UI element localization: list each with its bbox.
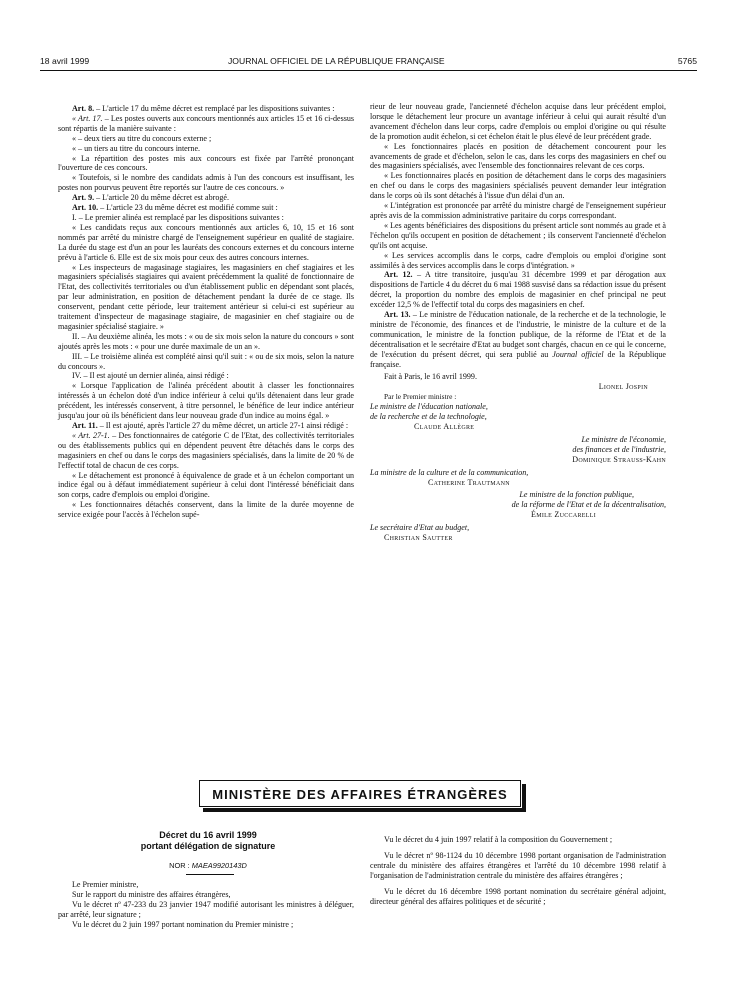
minister-title: Le ministre de l'éducation nationale, <box>370 402 488 412</box>
signatory-name: Catherine Trautmann <box>428 477 510 487</box>
section-banner <box>199 780 521 807</box>
paragraph: Sur le rapport du ministre des affaires étrangères, <box>72 889 231 899</box>
section-banner-title: MINISTÈRE DES AFFAIRES ÉTRANGÈRES <box>212 787 508 802</box>
paragraph: II. – Au deuxième alinéa, les mots : « ou de six mois selon la nature du concours » sont ajoutés après les mots : « pour une durée maximale de un an ». <box>58 331 354 351</box>
paragraph: IV. – Il est ajouté un dernier alinéa, ainsi rédigé : <box>72 371 229 381</box>
paragraph: Vu le décret nº 47-233 du 23 janvier 1947 modifié autorisant les ministres à déléguer, par arrêté, leur signature ; <box>58 899 354 919</box>
article-11: Art. 11. – Il est ajouté, après l'article 27 du même décret, un article 27-1 ainsi rédigé : <box>72 421 349 430</box>
decree-left-column <box>58 880 354 930</box>
title-rule <box>186 874 234 875</box>
paragraph: « Les candidats reçus aux concours mentionnés aux articles 6, 10, 15 et 16 sont nommés par arrêté du ministre chargé de l'enseignement supérieur en qualité de stagiaire. La durée du stage est d'un an pour les lauréats des concours externes et du concours interne prévu à l'article 6. Elle est de six mois pour ceux des autres concours internes. <box>58 222 354 262</box>
right-column <box>370 102 666 543</box>
paragraph: « Le détachement est prononcé à équivalence de grade et à un échelon comportant un indice égal ou à défaut immédiatement supérieur à celui dont l'intéressé bénéficiait dans son corps, cadre d'emplois ou emploi d'origine. <box>58 470 354 500</box>
paragraph: Vu le décret du 16 décembre 1998 portant nomination du secrétaire général adjoint, directeur général des affaires politiques et de sécurité ; <box>370 886 666 906</box>
header-date: 18 avril 1999 <box>40 56 90 66</box>
paragraph: « Les inspecteurs de magasinage stagiaires, les magasiniers en chef stagiaires et les magasiniers spécialisés stagiaires qui avaient précédemment la qualité de fonctionnaire de l'Etat, des collectivités territoriales ou d'un établissement public en dépendant sont placés, par leur administration, en position de détachement pendant la durée de ce stage. Ils conservent, pendant cette période, leur traitement antérieur si celui-ci est supérieur au traitement d'inspecteur de magasinage stagiaire, de magasinier en chef stagiaire ou de magasinier spécialisé stagiaire. » <box>58 262 354 331</box>
signature-intro: Par le Premier ministre : <box>384 392 457 402</box>
paragraph: « Les services accomplis dans le corps, cadre d'emplois ou emploi d'origine sont assimilés à des services accomplis dans le corps d'intégration. » <box>370 250 666 270</box>
paragraph: I. – Le premier alinéa est remplacé par les dispositions suivantes : <box>72 212 284 222</box>
place-date: Fait à Paris, le 16 avril 1999. <box>384 372 477 382</box>
signatory-name: Christian Sautter <box>384 533 453 543</box>
article-13: Art. 13. – Le ministre de l'éducation nationale, de la recherche et de la technologie, le ministre de l'économie, des finances et de l'industrie, le ministre de la culture et de la communication, le ministre de la fonction publique, de la réforme de l'Etat et de la décentralisation et le secrétaire d'Etat au budget sont chargés, chacun en ce qui le concerne, de l'exécution du présent décret, qui sera publié au Journal officiel de la République française. <box>370 310 666 369</box>
article-17-quote: « Art. 17. – Les postes ouverts aux concours mentionnés aux articles 15 et 16 ci-dessus sont répartis de la manière suivante : <box>58 113 354 133</box>
header-rule <box>40 70 697 71</box>
minister-title: Le secrétaire d'Etat au budget, <box>370 523 470 533</box>
paragraph: « La répartition des postes mis aux concours est fixée par l'arrêté prononçant l'ouverture de ces concours. <box>58 153 354 173</box>
minister-title: Le ministre de l'économie, <box>581 434 666 444</box>
paragraph: « Les fonctionnaires détachés conservent, dans la limite de la durée moyenne de service exigée pour l'accès à l'échelon supé- <box>58 500 354 520</box>
paragraph: « Lorsque l'application de l'alinéa précédent aboutit à classer les fonctionnaires intéressés à un échelon doté d'un indice inférieur à celui qu'ils détenaient dans leur grade précédent, les intéressés conservent, à titre personnel, le bénéfice de leur indice antérieur jusqu'au jour où ils bénéficient dans leur nouveau grade d'un indice au moins égal. » <box>58 381 354 421</box>
paragraph: « L'intégration est prononcée par arrêté du ministre chargé de l'enseignement supérieur après avis de la commission administrative paritaire du corps correspondant. <box>370 201 666 220</box>
minister-title: de la recherche et de la technologie, <box>370 412 487 422</box>
header-journal-title: JOURNAL OFFICIEL DE LA RÉPUBLIQUE FRANÇAISE <box>228 56 445 66</box>
minister-title: des finances et de l'industrie, <box>572 444 666 454</box>
article-12: Art. 12. – A titre transitoire, jusqu'au 31 décembre 1999 et par dérogation aux dispositions de l'article 4 du décret du 6 mai 1988 susvisé dans sa rédaction issue du présent décret, la proportion du nombre des emplois de magasinier en chef principal ne peut excéder 12,5 % de l'effectif total du corps des magasiniers en chef. <box>370 270 666 310</box>
minister-title: Le ministre de la fonction publique, <box>519 490 634 500</box>
paragraph: Vu le décret nº 98-1124 du 10 décembre 1998 portant organisation de l'administration centrale du ministère des affaires étrangères et l'arrêté du 10 décembre 1998 relatif à l'organisation de l'administration centrale du ministère des affaires étrangères ; <box>370 850 666 880</box>
paragraph: « – un tiers au titre du concours interne. <box>72 143 201 153</box>
header-page-number: 5765 <box>677 56 697 66</box>
decree-right-column <box>370 833 666 906</box>
decree-title: Décret du 16 avril 1999 <box>159 830 257 840</box>
signature-block <box>370 372 666 543</box>
paragraph: « Toutefois, si le nombre des candidats admis à l'un des concours est insuffisant, les postes non pourvus peuvent être reportés sur l'autre de ces concours. » <box>58 173 354 193</box>
nor-reference: NOR : MAEA9920143D <box>169 861 247 870</box>
decree-subtitle: portant délégation de signature <box>140 841 276 851</box>
article-8: Art. 8. – L'article 17 du même décret est remplacé par les dispositions suivantes : <box>72 104 335 113</box>
signatory-name: Émile Zuccarelli <box>531 510 596 520</box>
article-9: Art. 9. – L'article 20 du même décret est abrogé. <box>72 193 229 203</box>
paragraph: Vu le décret du 2 juin 1997 portant nomination du Premier ministre ; <box>72 919 294 929</box>
paragraph: « Les fonctionnaires placés en position de détachement dans le corps des magasiniers en chef ou dans le corps des magasiniers spécialisés peuvent demander leur intégration dans le corps où ils sont détachés à l'issue d'un délai d'un an. <box>370 171 666 201</box>
article-10: Art. 10. – L'article 23 du même décret est modifié comme suit : <box>72 203 278 213</box>
signatory-name: Claude Allègre <box>414 422 475 431</box>
signatory-name: Dominique Strauss-Kahn <box>572 454 666 464</box>
paragraph: Vu le décret du 4 juin 1997 relatif à la composition du Gouvernement ; <box>384 835 613 844</box>
minister-title: La ministre de la culture et de la communication, <box>370 467 529 477</box>
paragraph: « – deux tiers au titre du concours externe ; <box>72 133 212 143</box>
signatory-name: Lionel Jospin <box>598 382 648 392</box>
paragraph: III. – Le troisième alinéa est complété ainsi qu'il suit : « ou de six mois, selon la nature du concours ». <box>58 351 354 371</box>
paragraph: « Les fonctionnaires placés en position de détachement concourent pour les avancements de grade et d'échelon, selon le cas, dans les corps des magasiniers en chef ou des magasiniers spécialisés, avec l'ensemble des fonctionnaires relevant de ces corps. <box>370 141 666 171</box>
paragraph: « Les agents bénéficiaires des dispositions du présent article sont nommés au grade et à l'échelon qu'ils occupent en position de détachement ; ils conservent l'ancienneté d'échelon qu'ils ont acquise. <box>370 220 666 250</box>
running-header <box>40 56 697 70</box>
left-column <box>58 104 354 520</box>
minister-title: de la réforme de l'Etat et de la décentralisation, <box>511 500 666 510</box>
paragraph: Le Premier ministre, <box>72 880 139 889</box>
article-27-1-quote: « Art. 27-1. – Des fonctionnaires de catégorie C de l'Etat, des collectivités territoriales ou des établissements publics qui en dépendent peuvent être détachés dans le corps des magasiniers en chef ou dans le corps des magasiniers spécialisés, dans la limite de 20 % de l'effectif total de chacun de ces corps. <box>58 430 354 470</box>
paragraph: rieur de leur nouveau grade, l'ancienneté d'échelon acquise dans leur précédent emploi, lorsque le détachement leur procure un avantage inférieur à celui qui aurait résulté d'un avancement d'échelon dans leur corps, cadre d'emplois ou emploi d'origine ou qui résulte de la promotion audit échelon, si cet échelon était le plus élevé de leur précédent grade. <box>370 102 666 141</box>
